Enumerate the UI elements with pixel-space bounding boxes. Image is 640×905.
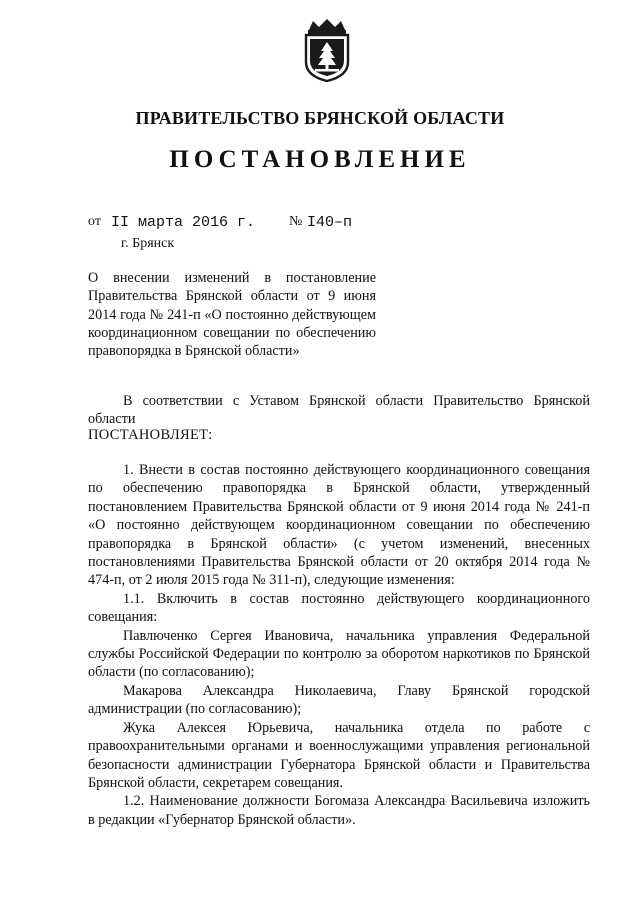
- date-prefix-label: от: [88, 214, 101, 229]
- document-date: II марта 2016 г.: [111, 214, 256, 231]
- resolves-heading: ПОСТАНОВЛЯЕТ:: [88, 427, 213, 443]
- member-entry: Макарова Александра Николаевича, Главу Брянской городской администрации (по согласованию);: [88, 682, 590, 718]
- city: г. Брянск: [121, 236, 175, 251]
- organization-title: ПРАВИТЕЛЬСТВО БРЯНСКОЙ ОБЛАСТИ: [135, 108, 505, 128]
- paragraph-1-2: 1.2. Наименование должности Богомаза Александра Васильевича изложить в редакции «Губернатор Брянской области».: [88, 793, 590, 828]
- bryansk-coat-of-arms-icon: [299, 18, 355, 82]
- member-entry: Жука Алексея Юрьевича, начальника отдела по работе с правоохранительными органами и военнослужащими управления региональной безопасности администрации Губернатора Брянской области и Правительства Брянской области, секретарем совещания.: [88, 719, 590, 791]
- member-entry: Павлюченко Сергея Ивановича, начальника управления Федеральной службы Российской Федерации по контролю за оборотом наркотиков по Брянской области (по согласованию);: [88, 627, 590, 681]
- document-subject: О внесении изменений в постановление Правительства Брянской области от 9 июня 2014 года № 241-п «О постоянно действующем координационном совещании по обеспечению правопорядка в Брянской области»: [88, 270, 376, 360]
- document-type-title: ПОСТАНОВЛЕНИЕ: [169, 146, 471, 173]
- preamble: В соответствии с Уставом Брянской области Правительство Брянской области: [88, 393, 590, 428]
- document-number: I40–п: [307, 214, 353, 231]
- number-label: №: [289, 214, 303, 229]
- document-body: [88, 461, 590, 829]
- paragraph-1: 1. Внести в состав постоянно действующего координационного совещания по обеспечению правопорядка в Брянской области, утвержденный постановлением Правительства Брянской области от 9 июня 2014 года № 241-п «О постоянно действующем координационном совещании по обеспечению правопорядка в Брянской области» (с учетом изменений, внесенных постановлениями Правительства Брянской области от 20 октября 2014 года № 474-п, от 2 июля 2015 года № 311-п), следующие изменения:: [88, 462, 590, 589]
- paragraph-1-1: 1.1. Включить в состав постоянно действующего координационного совещания:: [88, 590, 590, 626]
